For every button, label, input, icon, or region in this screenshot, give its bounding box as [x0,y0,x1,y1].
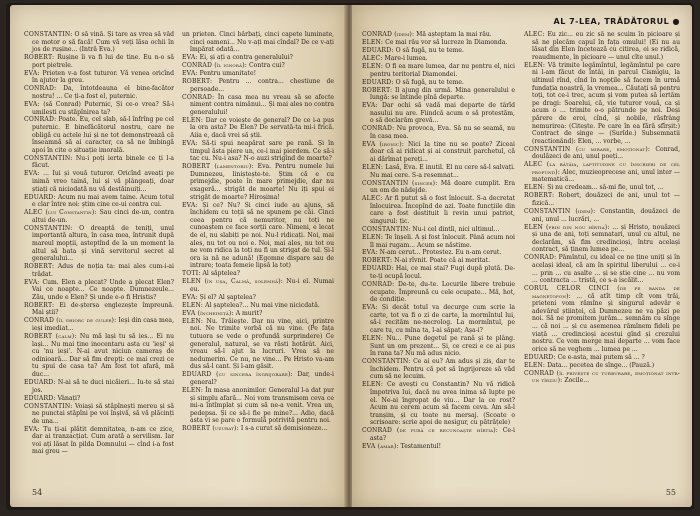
speaker-name: ROBERT: [24,263,55,271]
right-column-2 [524,31,680,479]
dialogue-line [524,31,680,61]
speaker-name: EVA: [182,54,198,62]
dialogue-line [524,354,680,362]
dialogue-text: O să fugă, nu te teme. [395,78,464,86]
speaker-name: ELEN: [362,38,384,46]
speaker-name: CONSTANTIN (sincer): [362,179,438,187]
speaker-name: EDUARD: [24,394,56,402]
speaker-name: ELEN: [362,62,384,70]
dialogue-text: Ce mai rău vor să lucreze în Diamonda. [385,38,508,46]
dialogue-text: Ce avești cu Constantin? Nu vă ridică împotriva lui, dacă nu avea inima să lupte pe el. Ne-ai îngropat de viu... Dar la ce rost? Acum nu cerem acum să facem ceva. Am să-l tranșim, și cu toate nu mersaj. (Scoate o scrisoare: scrie apoi de nesigur, cu pătrățele) [370,381,515,427]
dialogue-line [362,335,515,358]
speaker-name: EVA: [362,249,378,257]
speaker-name: CONSTANTIN: [24,402,73,410]
speaker-name: CONRAD (de pură ce recunoaște hîrtia): [362,427,499,435]
dialogue-text: Zocile... [564,377,590,385]
dialogue-text: Ar fi putut să o fost înlocuit. S-a decretat înlocuirea. Începînd de azi. Toate funcțiile din care a fost destituit îi revin unui patriot, singurul: țic. [370,195,515,225]
dialogue-line [524,285,680,353]
dialogue-text: Ieși din casa mea, ieși imediat... [32,317,174,333]
dialogue-line [182,425,334,433]
speaker-name: CONSTANTIN: [362,358,411,366]
speaker-name: ROBERT: [362,86,393,94]
dialogue-line [362,141,515,164]
right-column-1 [362,31,515,479]
speaker-name: EVA: [24,69,40,77]
speaker-name: CONSTANTIN: [24,31,73,38]
dialogue-text: Robert, douăzeci de ani, unul tot — fizică... [532,192,680,208]
dialogue-text: Ce e-asta, mai putem să ... ? [557,353,645,361]
dialogue-text: De-te, du-te. Locurile libere trebuie ocupate. Împreună cu cele ocupate... Mă, hot, de condiție. [370,281,515,304]
speaker-name: EDUARD: [362,46,394,54]
left-column-2 [182,31,334,479]
dialogue-line [362,195,515,225]
dialogue-line [524,254,680,284]
dialogue-text: Nu provoca, Eva. Să nu se seamă, nu în casa mea. [370,125,515,140]
speaker-name: EDUARD: [524,353,556,361]
speaker-name: EDUARD: [24,193,56,201]
speaker-name: ROBERT: [24,54,55,62]
speaker-name: CORUL CELOR CINCI (de pe banda de magnetofon): [524,285,680,300]
speaker-name: EVA: [24,278,40,286]
dialogue-text: Dar, unde-i general? [190,371,334,386]
dialogue-line [182,371,334,386]
speaker-name: ELEN: [524,361,546,369]
dialogue-line [524,146,680,161]
dialogue-line [362,427,515,442]
dialogue-line [24,333,174,379]
dialogue-text: Pentru umanitate! [199,70,257,78]
dialogue-line [182,70,334,78]
dialogue-text: Pămîntul, cu ideal ce ne ține uniți și în același ideal, că am în spiritul liberului ... ce-i ... prin ... cu asalte ... și se știe cine ... nu vom ... contracta ... tristă, ce s-a iscălit... [532,254,680,285]
speaker-name: ELEN: [362,334,384,342]
dialogue-text: Ei, și ați a contra generalului? [199,54,293,62]
dialogue-text: Mă așteptam la mai rău. [416,31,492,38]
dialogue-line [24,403,174,426]
dialogue-text: Poate. Eu, cel slab, să-l înfrîng pe cel puternic. E binefăcătorul nostru, care ne obligă cu actele lui și ne tot demonstrează că înseamnă să ai caracter, ca să ne îmbingă apoi în cite o situație imorală. [32,116,174,154]
dialogue-line [524,161,680,184]
speaker-name: ELEN: [524,184,546,192]
dialogue-line [362,443,515,451]
dialogue-line [24,302,174,317]
dialogue-line [362,125,515,140]
dialogue-text: Alec, muzieoprecese ani, unul inter — matematică... [532,168,680,184]
speaker-name: ROBERT: [182,78,213,86]
dialogue-line [362,249,515,257]
dialogue-text: Hai, ce mai stai? Fugi după plută. De-te-ți ocupă locul. [370,265,515,281]
dialogue-line [524,208,680,223]
speaker-name: ELEN: [182,301,204,309]
dialogue-text: ... și Hristo, nouăzeci și una de ani, toți semnatari, unul cu altul, ne declarăm, să fim credincioși, întru același contract, să ținem lumea pe... [532,223,680,254]
speaker-name: EVA: [182,70,198,78]
dialogue-line [24,379,174,394]
speaker-name: CONSTANTIN (idem): [524,208,596,215]
dialogue-line [24,317,174,332]
speaker-name: ELEN: [182,386,204,394]
dialogue-line [182,117,334,140]
dialogue-line [182,318,334,371]
speaker-name: EDUARD: [24,378,56,386]
dialogue-text: Ei de-ștersa englezește împreună. Mai știi? [32,301,174,317]
page-number-right: 55 [665,488,676,497]
dialogue-text: Tu ți-ai plătit demnitatea, n-am ce zice, dar ai tranzacțiat. Cum arată a servilism. Iar voi ați lăsat în pilda Domnului — cînd i-a fost mai greu — [32,425,174,456]
dialogue-line [524,224,680,254]
dialogue-text: Acum nu mai avem taine. Acum totul e clar între noi: știm cine ce-ui contra cui. [32,193,174,209]
right-page [352,5,692,507]
dialogue-text: N-am cerut... Protestez. Eu n-am cerut. [379,249,502,257]
dialogue-text: Conrad, doulăzeci de ani, unul poeți... [532,145,680,161]
dialogue-line [24,116,174,154]
dialogue-line [362,281,515,304]
dialogue-line [362,234,515,249]
dialogue-line [362,31,515,39]
speaker-name: ROBERT (lamentoriu): [182,163,254,171]
speaker-name: CONRAD: [362,281,395,289]
page-number-left: 54 [32,488,43,497]
dialogue-text: N-ai să te duci nicăieri... Iu-te să stai jos. [32,378,174,394]
dialogue-line [182,78,334,93]
dialogue-line [362,180,515,195]
dialogue-text: O dreaptă de teniți, unul importantă altura, în casa mea, întrunit după mareul mopții, asteptînd de la un moment la altul să bata și vină servitorul secret al generalului... [32,224,174,263]
dialogue-text: Nu-i cel dintîi, nici ultimul... [412,225,500,233]
speaker-name: EVA: [24,425,40,433]
dialogue-text: Dar ce voiește de general? De ce i-a pus la ora asta? De Elen? De servată-ta mi-i frică. Aiia e, dacă vrei să știi. [190,116,334,140]
dialogue-text: Da, întotdeauna el bine-facător nostru! ... Ce ți-a fost el, puternic. [32,85,174,100]
dialogue-text: N-ai rîvnit. Poate că ai meritat. [394,257,491,265]
dialogue-line [524,192,680,207]
dialogue-line [24,263,174,278]
dialogue-text: Nu mă lași tu să ies... Ei nu lași... Nu mai ține inocentaru asta cu 'ieși' și cu 'nu ieși'. N-ai avut niciun cameraș de odinioară... Dar să fim drepți: ce mai crezi ce tu spui de casa ta? Am fost tot afară, mă duc... [32,333,174,378]
speaker-name: CONSTANTIN: [24,224,73,232]
running-head: AL 7-LEA, TRĂDĂTORUL ● [553,17,680,26]
speaker-name: EDUARD: [362,265,394,273]
dialogue-text: un prieten. Cinci bărbați, cinci capete luminate, cinci oameni... Nu v-ați mai cîndal? De ce v-ați împărat odată... [182,31,334,54]
dialogue-text: (să Conrad) Puternic, Și ce-o vrea? Să-i umilești cu stăpînirea ta? [32,100,174,116]
speaker-name: EVA: [362,102,378,110]
dialogue-text: Și decât totul va decurge cum scrie la carte, tot va fi o zi de carte, la mormîntul lui, să-i recităm ne-necrolog. La mormîntul, pe care tu, cu mîna ta, l-ai săpat; Așa-i? [370,304,515,334]
speaker-name: EDUARD (cu sincera îngrijorare): [182,371,293,379]
speaker-name: ALEC: [524,31,545,38]
dialogue-text: Testamentul! [400,442,442,450]
dialogue-line [24,209,174,224]
dialogue-line [362,265,515,280]
speaker-name: ROBERT: [362,257,393,265]
speaker-name: CONRAD: [182,93,215,101]
dialogue-text: Data... pecetea de sînge... (Pauză.) [547,361,655,369]
dialogue-line [182,54,334,62]
dialogue-line [182,31,334,54]
dialogue-text: Al săptelea? [202,270,240,278]
dialogue-line [182,278,334,293]
dialogue-text: Al șaptelea?... Nu mai vine nicicdată. [205,301,320,309]
dialogue-text: Il ajung din urmă. Mina generalului e lungă: se întinde pînă departe. [370,86,515,102]
speaker-name: TOTI: [182,270,201,278]
dialogue-line [24,54,174,69]
dialogue-line [182,202,334,270]
dialogue-text: ... Iui și vouă tuturor. Oricînd aveați pe inimă vreo taină, lui și vă plângeați, doar știați că niciodată nu vă destăinuiți... [32,170,174,193]
speaker-name: ALEC (lui Constantin): [24,209,97,217]
dialogue-text: Vă trimite legămîntul, legămîntul pe care ni l-am făcut de întâi, in parcul Cismigiu, la ultimul rînd, cînd în nopțile să facem în urmă fundația noastră, la vremea... Căutați să pentru toți, tot ce-i trec, acum și vom putea să iertăm pe dragi: Soarelui, că, vie tuturor vouă, ca și acum o ... trimite o-o pătrunde pe noi. Deși părere de eroi, cînd, și nobile, răsfrâng nemurirea: (Citește. Pe care în ea fără sfîrșit:) Contract de singe — (Surîde.) Subsemnatii (reactionând): Elen, ... vorbe, ... [532,61,680,145]
dialogue-text: A murit? [235,309,263,317]
dialogue-text: Prieten v-a fost tuturor. Vă venea oricînd în ajutor la greu. [32,69,174,85]
dialogue-line [24,194,174,209]
dialogue-line [182,94,334,117]
dialogue-text: Ce-i asta? [370,427,515,442]
dialogue-text: Mare-i lumea. [384,54,428,62]
dialogue-text: O fi ea mare lumea, dar nu pentru el, nici pentru teritorial Diamondei. [370,62,515,78]
dialogue-line [24,155,174,170]
dialogue-text: Sau cinci de-un, contra altui de-un. [32,209,174,224]
dialogue-line [24,279,174,302]
left-page [10,5,346,507]
dialogue-line [362,164,515,179]
dialogue-text: Lasă, Eva. E inutil. El nu cere să-l salvați. Nu mai cere. S-a resemnat... [370,164,515,179]
dialogue-text: Pentru ... contra... chestiune de persoade... [190,78,334,93]
dialogue-line [182,62,334,70]
dialogue-line [362,87,515,102]
dialogue-text: I s-a curut să demisioneze... [240,425,328,433]
speaker-name: ELEN: [362,164,384,171]
dialogue-text: Rușine îi va fi lui de tine. Eu n-o să port pietrele. [32,54,174,69]
dialogue-line [182,294,334,302]
dialogue-text: Nu. Trăiește. Dar nu vine, aici, printre noi. Ne trimite vorbă că nu vine. (Pe fața tutuora se vede o profundă surprindere) Ce generalul, natural, se va răsti hotărât. Aici, vreau să-l ajut la lucruri. Vrea să ne nedumerim. Ce nu, ne vine... Pe Hristo va-am dus să-l cant. Și l-am găsit. [190,317,334,371]
left-column-1 [24,31,174,479]
speaker-name: CONRAD (îl privește cu turburare, emoționat intr-un tîrziu): [524,369,680,385]
dialogue-text: Să-ți spui neapărat sare pe rană. Și în timpul ăsta piere un, ce-i mai pierdem. Ce să-i tac cu. Nu-i asa? N-o auzi strigînd de moarte? [190,140,334,163]
dialogue-text: O să vină. Și tare as vrea să văd ce motor o să facă! Cum vă veți lăsa ochii în jos de rușine... (Intră Eva.) [32,31,174,54]
speaker-name: EVA (ironic): [362,140,405,148]
dialogue-line [362,226,515,234]
dialogue-line [24,70,174,85]
speaker-name: EVA: [24,100,40,108]
dialogue-line [182,387,334,425]
speaker-name: EVA: [362,304,378,312]
dialogue-line [182,310,334,318]
speaker-name: CONRAD (îl ignoră): [182,62,248,70]
speaker-name: CONRAD (idem): [362,31,415,38]
dialogue-line [24,170,174,193]
speaker-name: ALEC: [362,195,383,203]
dialogue-line [362,55,515,63]
dialogue-line [362,102,515,125]
dialogue-line [362,257,515,265]
dialogue-line [524,362,680,370]
dialogue-line [524,62,680,146]
speaker-name: EVA: [24,170,40,178]
dialogue-text: În masa anonimilor. Generalul l-a dat pur și simplu afară... Noi vom transmisem ceva ce mi-a întîmplat și cum să ne-a venit. Vrea un, pedepsa. Și ce să-i fie pe mine?... Adio, dacă asta vi se pare o formulă potrivită pentru noi. [190,386,334,425]
dialogue-text: Nu-i el. Numai eu. [190,278,334,293]
speaker-name: ROBERT: [24,301,55,309]
book-spread [6,3,694,510]
dialogue-text: O să fugă, nu te teme. [395,46,464,54]
dialogue-text: Ce ai eu? Am adus și zis, dar te închidem. Pentru că pot să îngrijoreze să văd cum să ne lecuim. [370,358,515,381]
dialogue-text: Eva. Pentru numele lui Dumnezeu, liniștește-te. Știm că e cu primejdie, poate în mare primejdie, dar nu exageră... strigăt de moarte! Nu iți spui ei strigăt de moarte? Hiroșima! [190,163,334,201]
speaker-name: EVA: [182,293,198,301]
dialogue-line [362,47,515,55]
speaker-name: CONRAD: [362,125,395,133]
dialogue-text: Constantin, douăzeci de ani, unul ... lucrări, ... [532,208,680,223]
dialogue-text: Nu-i poți iertа binele ce ți l-a făcut. [32,154,174,170]
dialogue-line [362,304,515,334]
dialogue-line [362,79,515,87]
dialogue-line [182,163,334,201]
speaker-name: ELEN: [182,317,204,325]
speaker-name: CONRAD: [24,116,57,124]
dialogue-text: Te înșeli. A și fost înlocuit. Până acum noi îl mai rugam... Acum se năstime. [370,233,515,249]
dialogue-text: Mă doare cumplit. Era un om de nădejde. [370,179,515,195]
dialogue-text: Contra cui? [248,62,285,70]
speaker-name: EDUARD: [362,78,394,86]
dialogue-line [182,140,334,163]
dialogue-text: Și el? Al șaptelea? [199,293,256,301]
dialogue-line [524,370,680,385]
dialogue-text: Eu zic... eu zic să ne scuim în picioare și să ne plecăm capul în fața omului! (Ei nu au lăsat din Elen încetează cu citirea, ei se ridică, reaudmente, în picioare — unul cîte unul.) [532,31,680,61]
dialogue-text: Cum. Elen a plecat? Unde a plecat Elen? Vai ce noapte... Ce noapte. Dumnezeule... Zău, unde e Elen? Și unde e-o fi Hristis? [32,278,174,301]
speaker-name: ROBERT: [524,192,555,200]
dialogue-line [362,39,515,47]
dialogue-line [24,225,174,263]
dialogue-line [182,270,334,278]
speaker-name: EVA: [182,201,198,209]
speaker-name: ROBERT (calm): [24,333,77,341]
dialogue-text: Și nu credeam... să-mi fie, unul tot, ... [547,184,664,192]
speaker-name: ELEN: [362,233,384,241]
dialogue-line [362,358,515,381]
speaker-name: CONRAD (îl ghiorc de guler): [24,317,117,325]
dialogue-text: Nici la tine nu se poate? Ziceai doar că ai ridicat și ai construit parchetul, că ai dărîmat pereți... [370,140,515,164]
speaker-name: EVA (amar): [362,442,399,450]
dialogue-text: Voiași să stăpînești mereu și să ne punctai stăpîni pe voi înșivă, să vă plăcinți de una... [32,402,174,425]
speaker-name: ELEN (prin din nou hîrtia): [524,223,610,231]
dialogue-text: ... că atît timp cît vom trăi, prieteni vom rămîne și singurul adevăr e adevărul științei, că Dumnezeu ne va păzi pe noi. Să ne promitem jurăm... semnăm cu sînge ... că noi ... și cu asemenea rămînem fideli pe viață ... credincioși acestui gînd și crezului nostru. Ce vom merge mai departe ... vom face orice să ne veghem ... lumea pe ... [532,292,680,353]
speaker-name: ELEN: [524,61,546,69]
speaker-name: ELEN: [362,381,384,389]
dialogue-text: Nu... Pune degetul pe rană și te plâng. Sunt un om prezent... Și, ce crezi e ce ai pus în rana ta? Nu mă adus nicio. [370,334,515,358]
dialogue-text: În casa mea nu vreau să se afecte niment contra nimănui... Și mai ales no contra generalului! [190,93,334,116]
speaker-name: CONRAD: [24,85,57,93]
dialogue-line [24,85,174,100]
dialogue-line [182,302,334,310]
speaker-name: EVA (încheiniță): [182,309,234,317]
dialogue-line [24,31,174,54]
speaker-name: CONRAD: [524,254,557,262]
dialogue-text: Și ce? Nu? Si cinci iude au ajuns, să închidem cu toții să ne spunem pe căi. Cinci ceea pentru că nemuritor, nu toți ne cunoaștem ce face sorții care. Nimeni, e lecat de el, nu slabiți pe noi. Nu-l ridicați. Noi, mai ales, nu tot ou noi e. Noi, mai ales, nu tot ou ne vom ridica la toți nu fi un strigat de tul. Și-l ora ia nă ne adună! (Egomne dispare sau de intrare; toata femeie lipsă la tot) [190,201,334,270]
speaker-name: ELEN: [182,116,204,124]
speaker-name: ALEC (la bătăia, laptitudine cu înscrieri de cel profund): [524,161,680,176]
speaker-name: CONSTANTIN (cu mirare, emoționat): [524,145,651,153]
dialogue-line [362,63,515,78]
dialogue-line [24,101,174,116]
dialogue-line [362,381,515,427]
dialogue-text: Dar ochi să vadă mai departe de târîd nasului nu are. Fiindcă acum o să protestăm, o să declarăm grevă... [370,102,515,125]
dialogue-text: Adus de noția ta: mai ales cum-i-ai trădat. [32,263,174,278]
dialogue-line [524,184,680,192]
speaker-name: CONSTANTIN: [24,154,73,162]
speaker-name: CONSTANTIN: [362,225,411,233]
speaker-name: ELEN (în ușa, Calmă, solemnă): [182,278,284,286]
dialogue-line [24,395,174,403]
speaker-name: ROBERT (uzurat): [182,425,239,433]
dialogue-line [24,426,174,456]
dialogue-text: Vânați? [57,394,81,402]
speaker-name: EVA: [182,140,198,148]
speaker-name: ALEC: [362,54,383,62]
